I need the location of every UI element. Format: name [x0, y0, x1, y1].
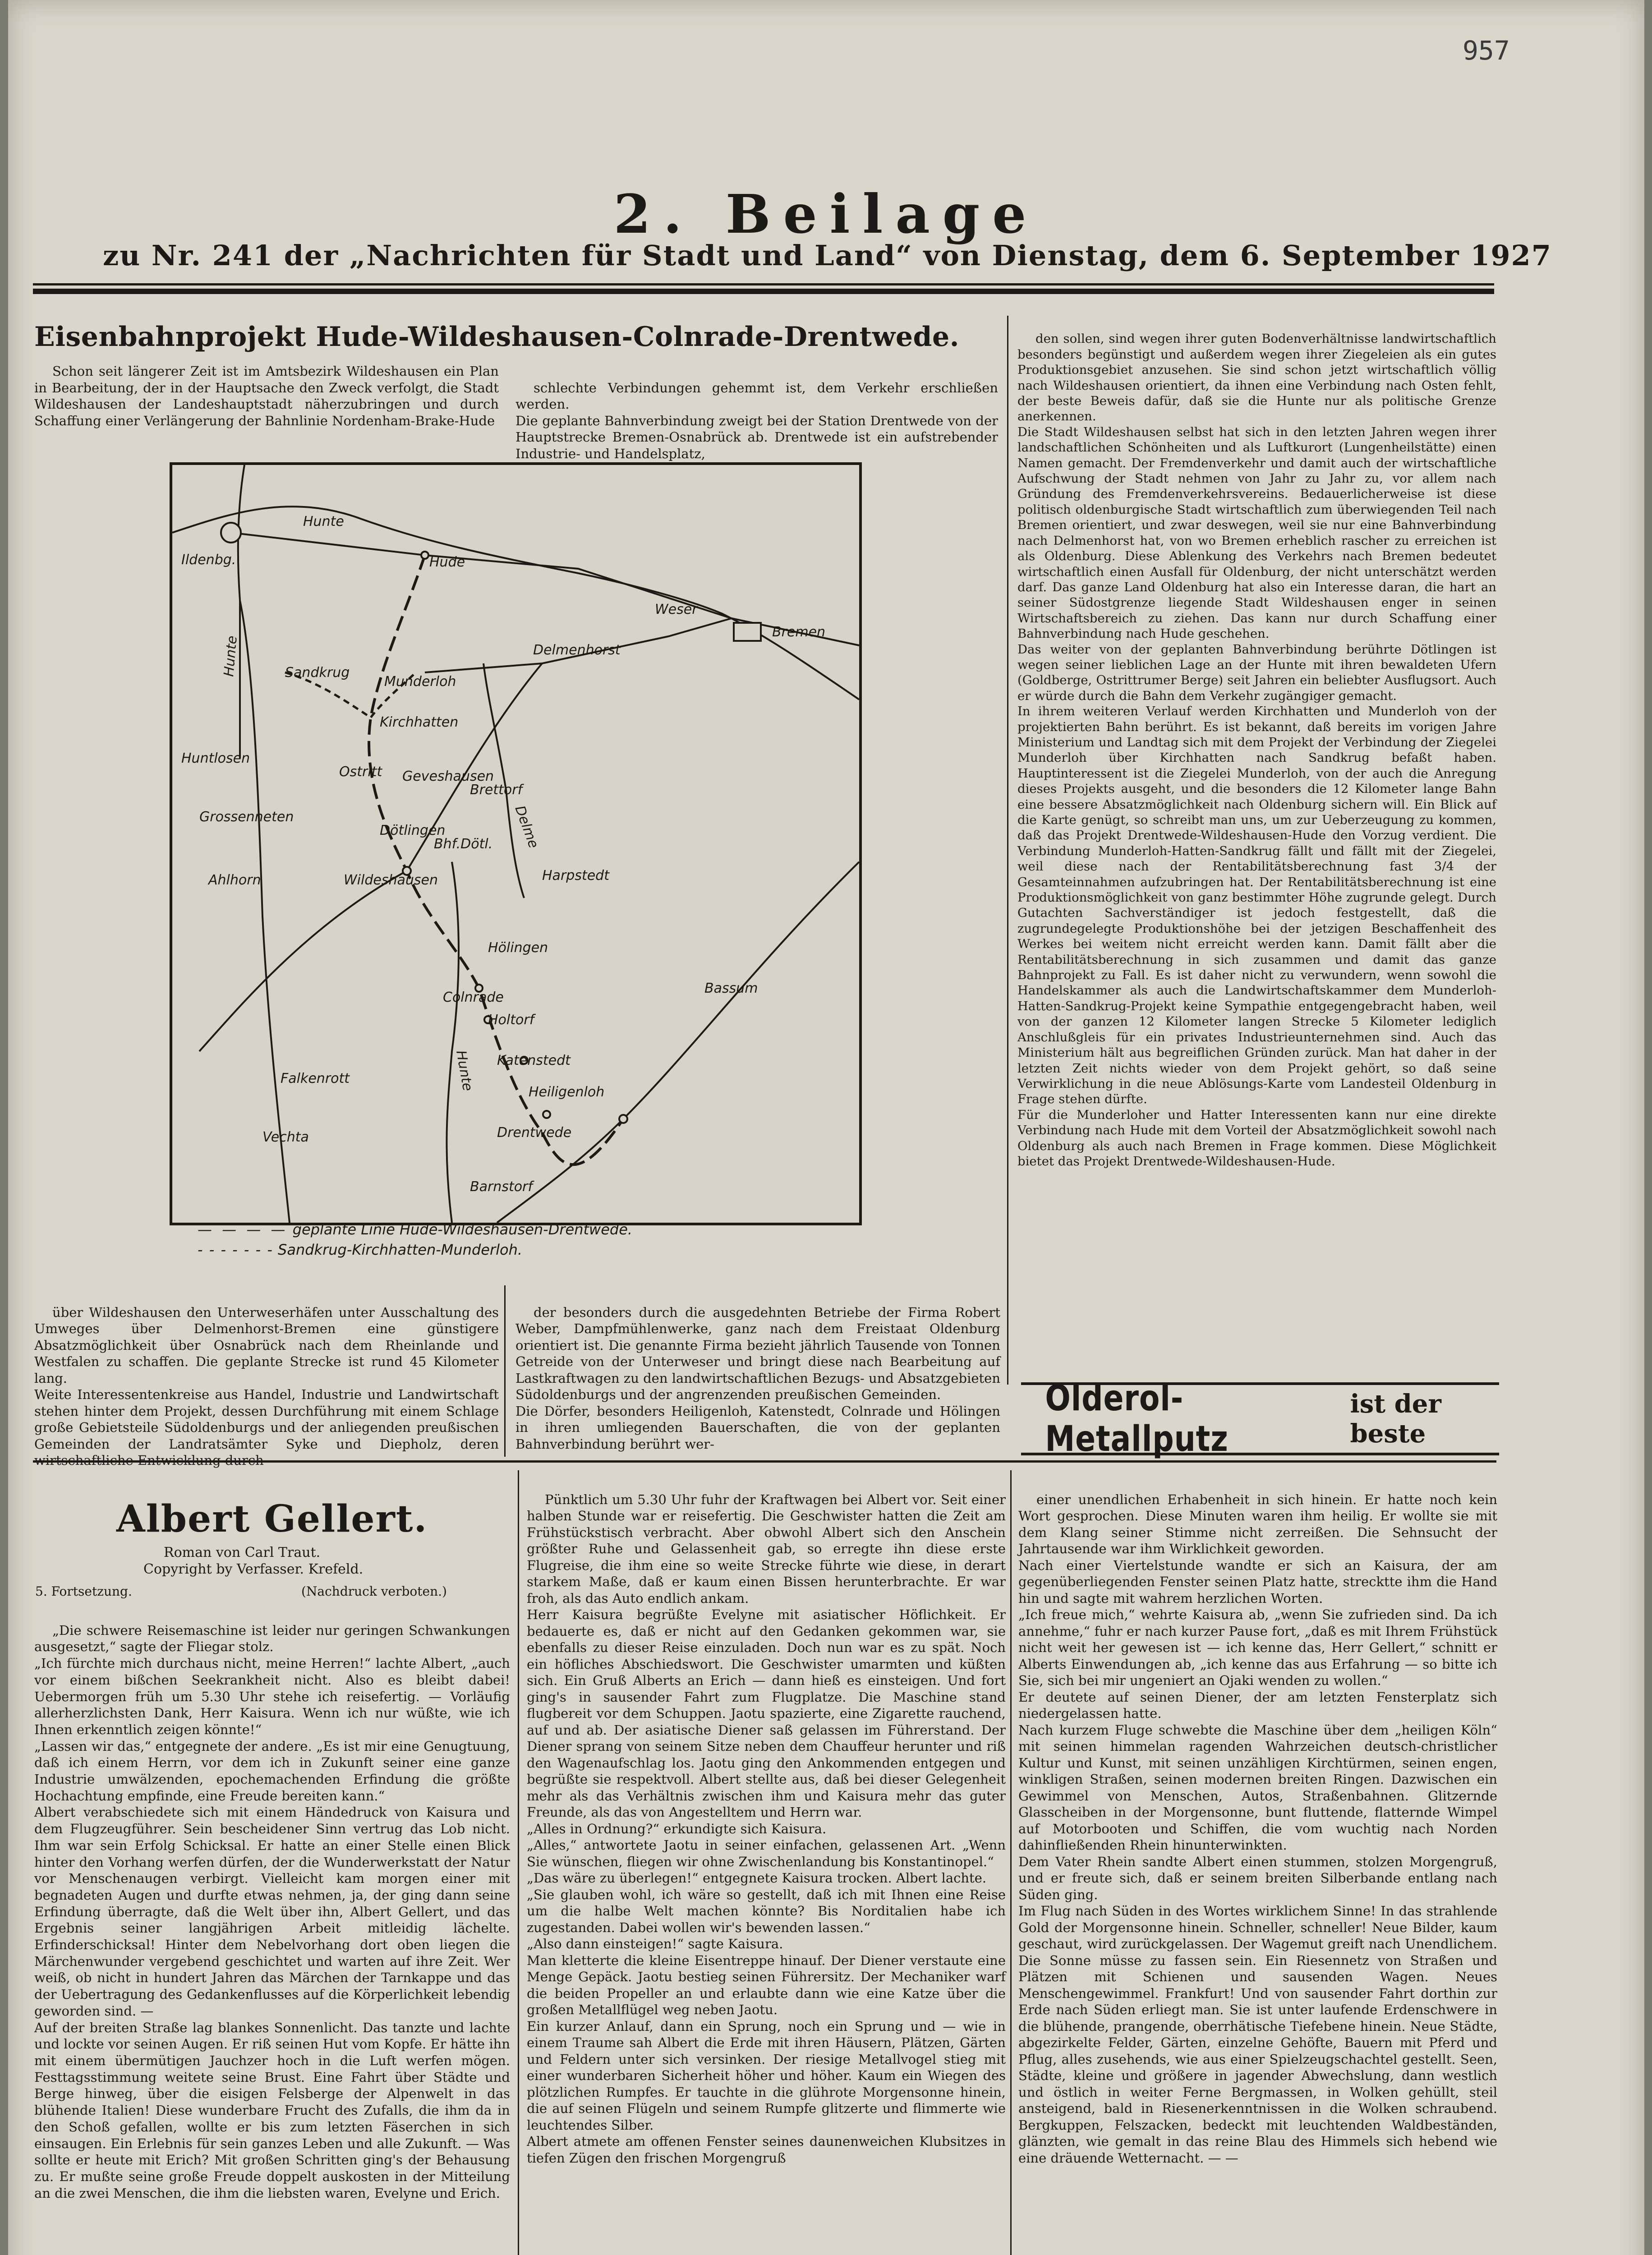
map-label: Huntlosen [181, 750, 250, 766]
rail-col2-top [515, 363, 998, 461]
marker-hude [421, 552, 428, 559]
page-number: 957 [1463, 35, 1510, 66]
map-label: Katenstedt [497, 1053, 571, 1068]
map-label: Bremen [772, 624, 826, 640]
map-label: Hunte [221, 635, 240, 677]
novel-col2 [527, 1475, 1006, 2255]
rail-col2-bottom-text: der besonders durch die ausgedehnten Betriebe der Firma Robert Weber, Dampfmühlenwerke, ganz nach dem Freistaat Oldenburg orientiert ist. Die genannte Firma bezieht jährlich Tausende von Tonnen Getreide von der Unterweser und bringt diese nach Bearbeitung auf Lastkraftwagen zu den landwirtschaftlichen Bezugs- und Absatzgebieten Südoldenburgs und der angrenzenden preußischen Gemeinden. Die Dörfer, besonders Heiligenloh, Katenstedt, Colnrade und Hölingen in ihren umliegenden Bauerschaften, die von der geplanten Bahnverbindung berührt wer- [515, 1304, 1001, 1452]
map-label: Dötlingen [380, 823, 446, 838]
newspaper-page [8, 0, 1644, 2255]
novel-byline: Roman von Carl Traut. [164, 1545, 321, 1560]
header-rule-thick [33, 289, 1494, 294]
railway-oldenburg-bremen [231, 533, 859, 645]
map-label: Vechta [262, 1129, 309, 1145]
column-divider-right [1007, 316, 1008, 1385]
novel-copyright: Copyright by Verfasser. Krefeld. [143, 1561, 364, 1577]
map-label: Bassum [704, 980, 758, 996]
map-label: Kirchhatten [380, 714, 459, 730]
section-rule [33, 1460, 1496, 1463]
map-label: Barnstorf [470, 1179, 533, 1195]
rail-col1-top-text: Schon seit längerer Zeit ist im Amtsbezirk Wildeshausen ein Plan in Bearbeitung, der in der Hauptsache den Zweck verfolgt, die Stadt Wildeshausen der Landeshauptstadt näherzubringen und durch Schaffung einer Verlängerung der Bahnlinie Nordenham-Brake-Hude [34, 364, 499, 428]
map-label: Ahlhorn [208, 872, 261, 888]
map-label: Colnrade [443, 989, 504, 1005]
novel-installment: 5. Fortsetzung. [35, 1584, 132, 1599]
railway-bremen-bassum [497, 862, 859, 1223]
rail-col3-text: den sollen, sind wegen ihrer guten Bodenverhältnisse landwirtschaftlich besonders begünstigt und außerdem wegen ihrer Ziegeleien als ein gutes Produktionsgebiet anzusehen. Sie sind schon jetzt wirtschaftlich völlig nach Wildeshausen orientiert, da ihnen eine Verbindung nach Osten fehlt, der beste Beweis dafür, daß sie die Hunte nur als politische Grenze anerkennen. Die Stadt Wildeshausen selbst hat sich in den letzten Jahren wegen ihrer landschaftlichen Schönheiten und als Luftkurort (Lungenheilstätte) einen Namen gemacht. Der Fremdenverkehr und damit auch der wirtschaftliche Aufschwung der Stadt nehmen von Jahr zu Jahr zu, vor allem nach Gründung des Fremdenverkehrsvereins. Bedauerlicherweise ist diese politisch oldenburgische Stadt wirtschaftlich zum überwiegenden Teil nach Bremen orientiert, und zwar deswegen, weil sie nur eine Bahnverbindung nach Delmenhorst hat, von wo Bremen erheblich rascher zu erreichen ist als Oldenburg. Diese Ablenkung des Verkehrs nach Bremen bedeutet wirtschaftlich einen Ausfall für Oldenburg, der nicht unterschätzt werden darf. Das ganze Land Oldenburg hat also ein Interesse daran, die hart an seiner Südostgrenze liegende Stadt Wildeshausen enger in seinen Wirtschaftsbereich zu ziehen. Das kann nur durch Schaffung einer Bahnverbindung nach Hude geschehen. Das weiter von der geplanten Bahnverbindung berührte Dötlingen ist wegen seiner lieblichen Lage an der Hunte mit ihren bewaldeten Ufern (Goldberge, Ostrittrumer Berge) seit Jahren ein beliebter Ausflugsort. Auch er würde durch die Bahn dem Verkehr zugängiger gemacht. In ihrem weiteren Verlauf werden Kirchhatten und Munderloh von der projektierten Bahn berührt. Es ist bekannt, daß bereits im vorigen Jahre Ministerium und Landtag sich mit dem Projekt der Verbindung der Ziegelei Munderloh über Kirchhatten nach Sandkrug befaßt haben. Hauptinteressent ist die Ziegelei Munderloh, von der auch die Anregung dieses Projekts ausgeht, und die besonders die 12 Kilometer lange Bahn eine bessere Absatzmöglichkeit nach Oldenburg sichern will. Ein Blick auf die Karte genügt, so schreibt man uns, um zur Ueberzeugung zu kommen, daß das Projekt Drentwede-Wildeshausen-Hude den Vorzug verdient. Die Verbindung Munderloh-Hatten-Sandkrug fällt und fällt mit der Ziegelei, weil diese nach der Rentabilitätsberechnung fast 3/4 der Gesamteinnahmen aufzubringen hat. Der Rentabilitätsberechnung ist eine Produktionsmöglichkeit von ganz bestimmter Höhe zugrunde gelegt. Durch Gutachten Sachverständiger ist jedoch festgestellt, daß die zugrundegelegte Produktionshöhe bei der jetzigen Beschaffenheit des Werkes bei weitem nicht erreicht werden kann. Damit fällt aber die Rentabilitätsberechnung in sich zusammen und damit das ganze Bahnprojekt zu Fall. Es ist daher nicht zu verwundern, wenn sowohl die Handelskammer als auch die Landwirtschaftskammer dem Munderloh-Hatten-Sandkrug-Projekt keine Sympathie entgegengebracht haben, weil von der ganzen 12 Kilometer langen Strecke 5 Kilometer lediglich Anschlußgleis für ein privates Industrieunternehmen sind. Auch das Ministerium hält aus begreiflichen Gründen zurück. Man hat daher in der letzten Zeit nichts wieder von dem Projekt gehört, so daß seine Verwirklichung in die neue Ablösungs-Karte vom Landesteil Oldenburg in Frage stehen dürfte. Für die Munderloher und Hatter Interessenten kann nur eine direkte Verbindung nach Hude mit dem Vorteil der Absatzmöglichkeit sowohl nach Oldenburg als auch nach Bremen in Frage kommen. Diese Möglichkeit bietet das Projekt Drentwede-Wildeshausen-Hude. [1017, 331, 1496, 1169]
novel-title: Albert Gellert. [116, 1497, 428, 1541]
map-label: Hunte [453, 1049, 476, 1092]
novel-col1 [34, 1606, 510, 2255]
rail-col1-bottom-text: über Wildeshausen den Unterweserhäfen unter Ausschaltung des Umweges über Delmenhorst-Bremen eine günstigere Absatzmöglichkeit über Osnabrück nach dem Rheinlande und Westfalen zu schaffen. Die geplante Strecke ist rund 45 Kilometer lang. Weite Interessentenkreise aus Handel, Industrie und Landwirtschaft stehen hinter dem Projekt, dessen Durchführung mit einem Schlage große Gebietsteile Südoldenburgs und der anliegenden preußischen Gemeinden der Landratsämter Syke und Diepholz, deren [34, 1304, 499, 1452]
rail-col2-bottom [515, 1288, 1000, 1459]
map-label: Delmenhorst [533, 642, 621, 658]
marker-drentwede [619, 1115, 627, 1123]
map-label: Weser [655, 602, 698, 617]
map-legend-2 [198, 1241, 522, 1258]
river-hunte-weser [172, 506, 859, 700]
legend-2-text: Sandkrug-Kirchhatten-Munderloh. [278, 1241, 523, 1258]
novel-col3-text: einer unendlichen Erhabenheit in sich hinein. Er hatte noch kein Wort gesprochen. Diese Minuten waren ihm heilig. Er wollte sie mit dem Klang seiner Stimme nicht zerreißen. Die Sehnsucht der Jahrtausende war ihm Wirklichkeit geworden. Nach einer Viertelstunde wandte er sich an Kaisura, der am gegenüberliegenden Fenster seinen Platz hatte, strecktte ihm die Hand hin und sagte mit wahrem herzlichen Worten. „Ich freue mich,“ wehrte Kaisura ab, „wenn Sie zufrieden sind. Da ich annehme,“ fuhr er nach kurzer Pause fort, „daß es mit Ihrem Frühstück nicht weit her gewesen ist — ich kenne das, Herr Gellert,“ schnitt er Alberts Einwendungen ab, „ich kenne das aus Erfahrung — so bitte ich Sie, sich bei mir ungeniert an Ojaki wenden zu wollen.“ Er deutete auf seinen Diener, der am letzten Fensterplatz sich niedergelassen hatte. Nach kurzem Fluge schwebte die Maschine über dem „heiligen Köln“ mit seinen himmelan ragenden Wahrzeichen deutsch-christlicher Kultur und Kunst, mit seinen unzähligen Kirchtürmen, seinen engen, winkligen Straßen, seinen modernen breiten Ringen. Dazwischen ein Gewimmel von Menschen, Autos, Straßenbahnen. Glitzernde Glasscheiben in der Morgensonne, bunt fluttende, flatternde Wimpel auf Motorbooten und Schiffen, die vom wuchtig nach Norden dahinfließenden Rhein hinunterwinkten. Dem Vater Rhein sandte Albert einen stummen, stolzen Morgengruß, und er freute sich, daß er seinem breiten Silberbande entlang nach Süden ging. Im Flug nach Süden in des Wortes wirklichem Sinne! In das strahlende Gold der Morgensonne hinein. Schneller, schneller! Neue Bilder, kaum geschaut, wird zurückgelassen. Der Wagemut greift nach Unendlichem. Die Sonne müsse zu fassen sein. Ein Riesennetz von Straßen und Plätzen mit Schienen und sausenden Wagen. Neues Menschengewimmel. Frankfurt! Und von sausender Fahrt dorthin zur Erde nach Süden erliegt man. Sie ist unter laufende Erdenschwere in die blühende, prangende, oberrhätische Tiefebene hinein. Neue Städte, abgezirkelte Felder, Gärten, einzelne Gehöfte, Bauern mit Pferd und Pflug, alles zusehends, wie aus einer Spielzeugschachtel gestellt. Seen, Städte, kleine und größere in jagender Abwechslung, dann westlich und östlich in weiter Ferne Bergmassen, in Wolken gehüllt, steil ansteigend, bald in Riesenerkenntnissen in die Wolken schraubend. Bergkuppen, Felszacken, bedeckt mit leuchtenden Waldbeständen, glänzten, wie gemalt in das reine Blau des Himmels sich hebend wie eine dräuende Wetternacht. — — [1018, 1491, 1497, 2166]
legend-dash-sample: — — — — [198, 1221, 288, 1238]
rail-col2-top-text: schlechte Verbindungen gehemmt ist, dem Verkehr erschließen werden. Die geplante Bahnverbindung zweigt bei der Station Drentwede von der Hauptstrecke Bremen-Osnabrück ab. Drentwede ist ein aufstrebender Industrie- und Handelsplatz, [515, 380, 998, 461]
rail-col3 [1017, 316, 1496, 1369]
map-label: Ostritt [339, 764, 382, 780]
novel-divider-2 [1010, 1470, 1012, 2255]
map-label: Sandkrug [285, 665, 350, 681]
advertisement-olderol [1021, 1378, 1499, 1459]
map-label: Drentwede [497, 1125, 572, 1141]
rail-article-title: Eisenbahnprojekt Hude-Wildeshausen-Colnrade-Drentwede. [34, 321, 960, 353]
map-label: Munderloh [384, 674, 456, 690]
map-label: Falkenrott [281, 1071, 350, 1086]
railway-map [170, 462, 862, 1225]
city-oldenburg-marker [221, 523, 241, 543]
legend-dot-sample: - - - - - - - [198, 1241, 273, 1258]
river-hunte-south [446, 862, 459, 1223]
novel-col1-text: „Die schwere Reisemaschine ist leider nur geringen Schwankungen ausgesetzt,“ sagte der Fliegar stolz. „Ich fürchte mich durchaus nicht, meine Herren!“ lachte Albert, „auch vor einem bißchen Seekrankheit nicht. Also es bleibt dabei! Uebermorgen früh um 5.30 Uhr stehe ich reisefertig. — Vorläufig allerherzlichsten Dank, Herr Kaisura. Wenn ich nur wüßte, wie ich Ihnen erkenntlich zeigen könnte!“ „Lassen wir das,“ entgegnete der andere. „Es ist mir eine Genugtuung, daß ich einem Herrn, vor dem ich in Zukunft seiner eine ganze Industrie umwälzenden, epochemachenden Erfindung die größte Hochachtung empfinde, eine Freude bereiten kann.“ Albert verabschiedete sich mit einem Händedruck von Kaisura und dem Flugzeugführer. Sein bescheidener Sinn vertrug das Lob nicht. Ihm war sein Erfolg Schicksal. Er hatte an einer Stelle einen Blick hinter den Vorhang werfen dürfen, der die Wunderwerkstatt der Natur vor Menschenaugen verbirgt. Vielleicht kam morgen einer mit begnadeten Augen und durfte etwas nehmen, ja, der ging dann seine Erfindung überragte, daß die Welt über ihn, Albert Gellert, und das Ergebnis seiner langjährigen Arbeit mitleidig lächelte. Erfinderschicksal! Hinter dem Nebelvorhang dort oben liegen die Märchenwunder vergebend geschichtet und warten auf ihre Zeit. Wer weiß, ob nicht in hundert Jahren das Märchen der Tarnkappe und das der Uebertragung des Gedankenflusses auf die Körperlichkeit lebendig geworden sind. — Auf der breiten Straße lag blankes Sonnenlicht. Das tanzte und lachte und lockte vor seinen Augen. Er riß seinen Hut vom Kopfe. Er hätte ihn mit einem übermütigen Jauchzer hoch in die Luft werfen mögen. Festtagsstimmung weitete seine Brust. Eine Fahrt über Städte und Berge hinweg, über die eisigen Felsberge der Alpenwelt in das blühende Italien! Diese wunderbare Frucht des Zufalls, die ihm da in den Schoß gefallen, wollte er bis zum letzten Fäserchen in sich einsaugen. Ein Erlebnis für sein ganzes Leben und alle Zukunft. — Was sollte er heute mit Erich? Mit großen Schritten ging's der Behausung zu. Er mußte seine große Freude doppelt auskosten in der Mitteilung an die zwei Menschen, die ihm die liebsten waren, Evelyne und Erich. [34, 1622, 510, 2201]
railway-ahlhorn-wildeshausen [199, 871, 407, 1051]
ad-tagline: ist der beste [1350, 1389, 1441, 1449]
city-bremen-marker [734, 623, 761, 641]
novel-reprint-notice: (Nachdruck verboten.) [301, 1584, 447, 1599]
header-rule-thin [33, 283, 1494, 285]
map-legend-1 [198, 1221, 632, 1238]
map-label: Hunte [303, 514, 344, 529]
map-label: Hölingen [488, 940, 548, 956]
novel-col3 [1018, 1475, 1497, 2255]
novel-divider-1 [518, 1470, 519, 2255]
supplement-subtitle: zu Nr. 241 der „Nachrichten für Stadt und Land“ von Dienstag, dem 6. September 1927 [103, 239, 1552, 272]
map-label: Grossenneten [199, 809, 294, 825]
map-label: Delme [511, 803, 542, 851]
map-label: Bhf.Dötl. [434, 836, 493, 852]
map-label: Holtorf [488, 1012, 534, 1028]
column-divider-left [504, 1285, 506, 1457]
map-label: Geveshausen [402, 769, 494, 784]
rail-col1-bottom [34, 1288, 499, 1459]
map-label: Brettorf [470, 782, 523, 798]
supplement-title: 2. Beilage [613, 183, 1039, 245]
map-label: Heiligenloh [529, 1084, 605, 1100]
legend-1-text: geplante Linie Hude-Wildeshausen-Drentwede. [292, 1221, 633, 1238]
marker-heiligenloh [543, 1111, 550, 1118]
novel-col2-text: Pünktlich um 5.30 Uhr fuhr der Kraftwagen bei Albert vor. Seit einer halben Stunde war er reisefertig. Die Geschwister hatten die Zeit am Frühstückstisch verbracht. Aber obwohl Albert sich den Anschein größter Ruhe und Gelassenheit gab, so erregte ihn diese erste Flugreise, die ihm eine so weite Strecke führte wie diese, in derart starkem Maße, daß er kaum einen Bissen herunterbrachte. Er war froh, als das Auto endlich ankam. Herr Kaisura begrüßte Evelyne mit asiatischer Höflichkeit. Er bedauerte es, daß er nicht auf den Gedanken gekommen war, sie ebenfalls zu dieser Reise einzuladen. Doch nun war es zu spät. Noch ein höfliches Abschiedswort. Die Geschwister umarmten und küßten sich. Ein Gruß Alberts an Erich — dann hieß es einsteigen. Und fort ging's in sausender Fahrt zum Flugplatze. Die Maschine stand flugbereit vor dem Schuppen. Jaotu spazierte, eine Zigarette rauchend, auf und ab. Der asiatische Diener saß gelassen im Führerstand. Der Diener sprang von seinem Sitze neben dem Chauffeur herunter und riß den Wagenaufschlag los. Jaotu ging den Ankommenden entgegen und begrüßte sie respektvoll. Albert stellte aus, daß bei dieser Gelegenheit mehr als das Verhältnis zwischen ihm und Kaisura mehr das guter Freunde, als das von Angestelltem und Herrn war. „Alles in Ordnung?“ erkundigte sich Kaisura. „Alles,“ antwortete Jaotu in seiner einfachen, gelassenen Art. „Wenn Sie wünschen, fliegen wir ohne Zwischenlandung bis Konstantinopel.“ „Das wäre zu überlegen!“ entgegnete Kaisura trocken. Albert lachte. „Sie glauben wohl, ich wäre so gestellt, daß ich mit Ihnen eine Reise um die halbe Welt machen könnte? Bis Norditalien habe ich zugestanden. Dabei wollen wir's bewenden lassen.“ „Also dann einsteigen!“ sagte Kaisura. Man kletterte die kleine Eisentreppe hinauf. Der Diener verstaute eine Menge Gepäck. Jaotu bestieg seinen Führersitz. Der Mechaniker warf die beiden Propeller an und erlaubte dann wie eine Katze über die großen Metallflügel weg neben Jaotu. Ein kurzer Anlauf, dann ein Sprung, noch ein Sprung und — wie in einem Traume sah Albert die Erde mit ihren Häusern, Plätzen, Gärten und Feldern unter sich versinken. Der riesige Metallvogel stieg mit einer wunderbaren Sicherheit höher und höher. Kaum ein Wiegen des plötzlichen Rumpfes. Er tauchte in die glührote Morgensonne hinein, die auf seinen Flügeln und seinem Rumpfe glitzerte und flimmerte wie leuchtendes Silber. Albert atmete am offenen Fenster seines daunenweichen Klubsitzes in tiefen Zügen den frischen Morgengruß [527, 1491, 1006, 2166]
map-label: Wildeshausen [344, 872, 438, 888]
railway-map-svg [172, 465, 859, 1223]
rail-col1-top [34, 363, 499, 453]
ad-brand: Olderol-Metallputz [1045, 1378, 1229, 1459]
map-label: Hude [429, 554, 465, 570]
map-label: Ildenbg. [181, 552, 236, 568]
map-label: Harpstedt [542, 868, 609, 884]
